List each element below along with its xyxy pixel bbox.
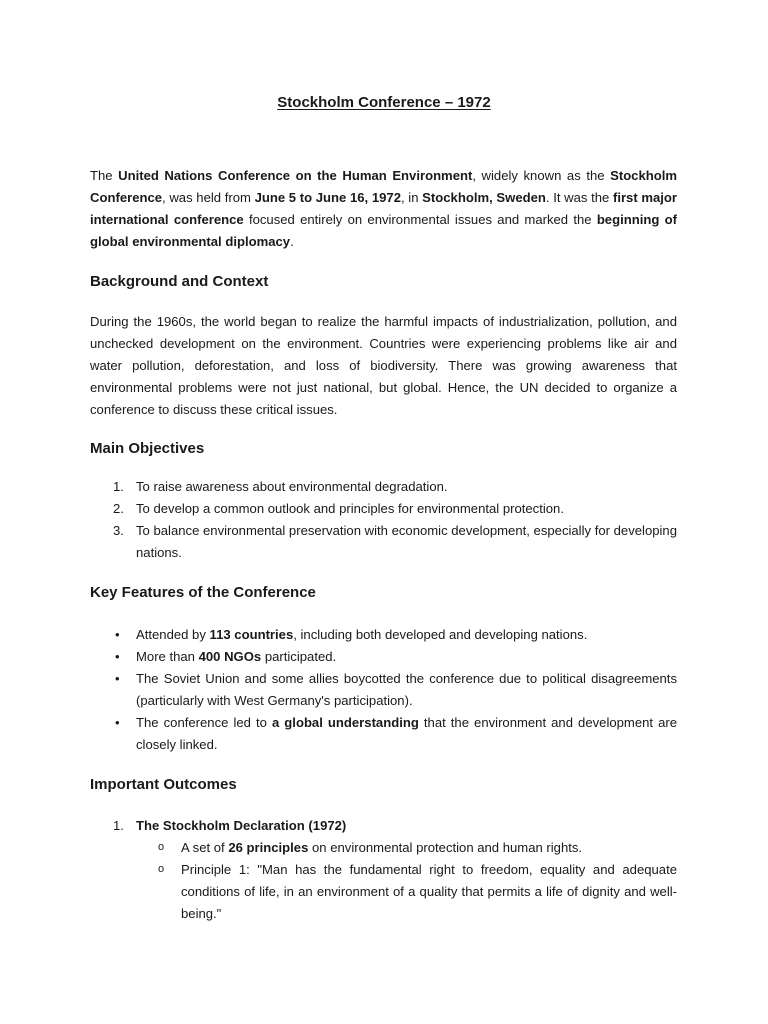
bullet-marker: • <box>115 670 120 686</box>
outcome-subitem <box>0 859 768 925</box>
feature-item <box>0 624 768 646</box>
outcome-subitem-text <box>181 859 677 925</box>
feature-text-part: participated. <box>261 648 337 664</box>
document-title-text: Stockholm Conference – 1972 <box>277 94 491 111</box>
document-title <box>0 94 768 111</box>
outcome-title: The Stockholm Declaration (1972) <box>136 818 347 833</box>
feature-item <box>0 668 768 712</box>
feature-bold: 113 countries <box>209 627 294 642</box>
intro-text: , was held from <box>162 189 255 205</box>
feature-bold: a global understanding <box>271 714 419 730</box>
background-paragraph: During the 1960s, the world began to realize the harmful impacts of industrialization, pollution, and unchecked development on the environment. Countries were experiencing problems like air and water pollution, deforestation, and loss of biodiversity. There was growing awareness that environmental problems were not just national, but global. Hence, the UN decided to organize a conference to discuss these critical issues. <box>90 314 677 417</box>
intro-text: , widely known as the <box>472 168 611 183</box>
objective-item <box>0 520 768 564</box>
feature-bold: 400 NGOs <box>198 648 262 664</box>
subitem-text-part: Principle 1: "Man has the fundamental right to freedom, equality and adequate conditions of life, in an environment of a quality that permits a life of dignity and well-being." <box>181 861 677 921</box>
list-number: 1. <box>113 479 124 494</box>
bullet-marker: • <box>115 627 120 642</box>
intro-text: . <box>290 233 294 249</box>
objectives-list <box>0 476 768 564</box>
intro-bold-dates: June 5 to June 16, 1972 <box>254 189 401 205</box>
intro-text: The <box>90 168 119 183</box>
objective-text: To develop a common outlook and principles for environmental protection. <box>136 500 564 516</box>
intro-bold-diplomacy: beginning of global environmental diplomacy <box>90 211 677 249</box>
feature-text <box>136 624 677 646</box>
feature-item <box>0 646 768 668</box>
background-heading: Background and Context <box>90 273 269 290</box>
intro-bold-location: Stockholm, Sweden <box>422 189 546 205</box>
sub-bullet-marker: o <box>158 840 165 853</box>
bullet-marker: • <box>115 648 120 664</box>
outcomes-heading: Important Outcomes <box>90 776 237 793</box>
intro-text: , in <box>401 189 423 205</box>
outcome-subitem <box>0 837 768 859</box>
intro-text: focused entirely on environmental issues and marked the <box>243 211 597 227</box>
intro-bold-stockholm-conference: Stockholm Conference <box>90 168 678 205</box>
outcomes-list <box>0 815 768 925</box>
outcome-item <box>0 815 768 837</box>
sub-bullet-marker: o <box>158 862 165 875</box>
feature-text-part: that the environment and development are closely linked. <box>136 714 678 752</box>
feature-text <box>136 712 677 756</box>
outcome-subitem-text <box>181 837 677 859</box>
objective-text: To raise awareness about environmental degradation. <box>136 479 448 494</box>
subitem-text-part: on environmental protection and human rights. <box>308 839 583 855</box>
intro-text: . It was the <box>545 189 613 205</box>
intro-bold-first-conference: first major international conference <box>90 189 678 227</box>
list-number: 1. <box>113 818 124 833</box>
intro-paragraph <box>90 165 677 253</box>
feature-text-part: The Soviet Union and some allies boycotted the conference due to political disagreements (particularly with West Germany's participation). <box>136 670 677 708</box>
subitem-bold: 26 principles <box>228 839 309 855</box>
features-heading: Key Features of the Conference <box>90 584 316 601</box>
feature-text <box>136 646 677 668</box>
list-number: 2. <box>113 500 124 516</box>
list-number: 3. <box>113 522 124 538</box>
objective-item <box>0 498 768 520</box>
feature-text-part: More than <box>136 648 199 664</box>
objectives-heading: Main Objectives <box>90 440 205 457</box>
intro-bold-un-conference: United Nations Conference on the Human Environment <box>118 168 473 183</box>
bullet-marker: • <box>115 714 120 730</box>
feature-item <box>0 712 768 756</box>
feature-text-part: The conference led to <box>136 714 272 730</box>
features-list <box>0 624 768 755</box>
subitem-text-part: A set of <box>181 839 229 855</box>
feature-text <box>136 668 677 712</box>
feature-text-part: Attended by <box>136 627 210 642</box>
objective-text: To balance environmental preservation with economic development, especially for developing nations. <box>136 522 677 560</box>
feature-text-part: , including both developed and developing nations. <box>293 627 588 642</box>
objective-item <box>0 476 768 498</box>
